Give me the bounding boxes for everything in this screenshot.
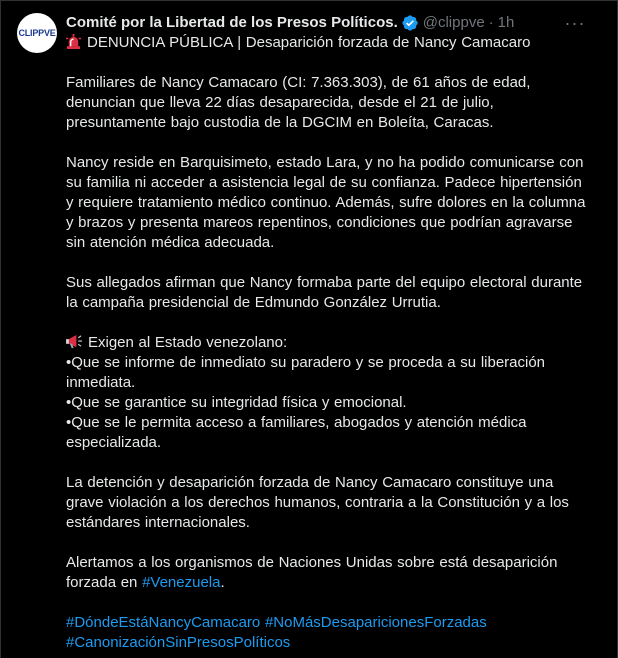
police-light-emoji-icon bbox=[66, 34, 81, 49]
hashtag-link[interactable]: #DóndeEstáNancyCamacaro bbox=[66, 614, 261, 631]
demands-title: Exigen al Estado venezolano: bbox=[88, 334, 288, 351]
hashtag-venezuela-link[interactable]: #Venezuela bbox=[142, 574, 221, 591]
paragraph-health: Nancy reside en Barquisimeto, estado Lara, y no ha podido comunicarse con su familia ni acceder a asistencia legal de su confianza. Padece hipertensión y requiere tratamiento médico continuo. Además, sufre dolores en la columna y brazos y presenta mareos repentinos, condiciones que podrían agravarse sin atención médica adecuada. bbox=[66, 154, 586, 251]
headline-text: DENUNCIA PÚBLICA | Desaparición forzada de Nancy Camacaro bbox=[87, 34, 531, 51]
author-handle[interactable]: @clippve bbox=[422, 14, 485, 31]
alert-text: Alertamos a los organismos de Naciones Unidas sobre está desaparición forzada en bbox=[66, 554, 558, 591]
megaphone-emoji-icon bbox=[66, 334, 83, 349]
demand-item: •Que se garantice su integridad física y emocional. bbox=[66, 394, 407, 411]
verified-badge-icon bbox=[401, 14, 419, 32]
hashtag-line bbox=[66, 613, 586, 633]
hashtag-link[interactable]: #NoMásDesaparicionesForzadas bbox=[264, 614, 487, 631]
tweet-header bbox=[66, 13, 586, 33]
tweet-body bbox=[66, 13, 586, 653]
demands-title-line bbox=[66, 333, 586, 353]
headline-line bbox=[66, 33, 586, 53]
paragraph-violation: La detención y desaparición forzada de Nancy Camacaro constituye una grave violación a los derechos humanos, contraria a la Constitución y a los estándares internacionales. bbox=[66, 474, 569, 531]
paragraph-electoral: Sus allegados afirman que Nancy formaba parte del equipo electoral durante la campaña presidencial de Edmundo González Urrutia. bbox=[66, 274, 583, 311]
paragraph-alert bbox=[66, 553, 586, 593]
alert-suffix: . bbox=[220, 574, 225, 591]
demand-item: •Que se informe de inmediato su paradero y se proceda a su liberación inmediata. bbox=[66, 354, 546, 391]
header-separator: · bbox=[488, 14, 494, 31]
author-avatar[interactable] bbox=[17, 13, 57, 53]
paragraph-disappearance: Familiares de Nancy Camacaro (CI: 7.363.303), de 61 años de edad, denuncian que lleva 22 días desaparecida, desde el 21 de julio, presuntamente bajo custodia de la DGCIM en Boleíta, Caracas. bbox=[66, 74, 531, 131]
hashtag-line bbox=[66, 633, 586, 653]
tweet-text bbox=[66, 33, 586, 653]
author-name[interactable]: Comité por la Libertad de los Presos Políticos. bbox=[66, 14, 398, 31]
avatar-logo-text: CLIPPVE bbox=[18, 28, 56, 38]
post-time[interactable]: 1h bbox=[497, 14, 515, 31]
hashtag-link[interactable]: #CanonizaciónSinPresosPolíticos bbox=[66, 634, 291, 651]
demand-item: •Que se le permita acceso a familiares, abogados y atención médica especializada. bbox=[66, 414, 527, 451]
more-options-icon: ··· bbox=[564, 12, 586, 33]
